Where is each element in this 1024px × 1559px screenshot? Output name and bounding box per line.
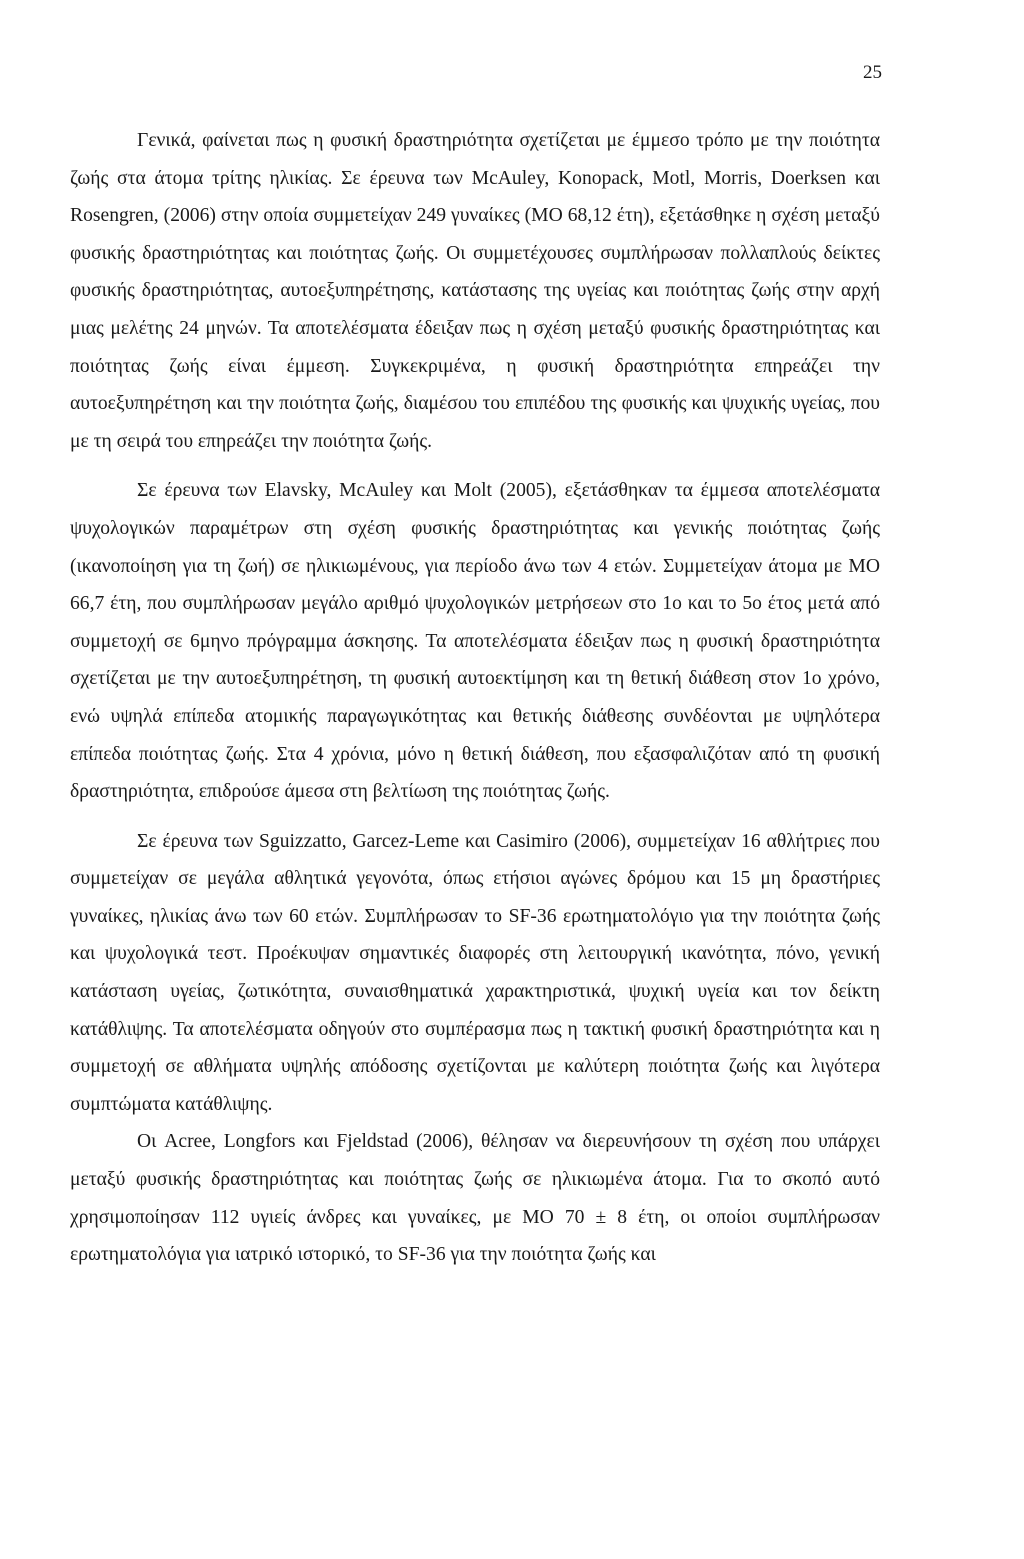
paragraph-gap	[70, 460, 880, 472]
page-number: 25	[863, 62, 882, 83]
page-body	[70, 122, 880, 1274]
paragraph-gap	[70, 811, 880, 823]
paragraph-4: Οι Acree, Longfors και Fjeldstad (2006), θέλησαν να διερευνήσουν τη σχέση που υπάρχει μεταξύ φυσικής δραστηριότητας και ποιότητας ζωής σε ηλικιωμένα άτομα. Για το σκοπό αυτό χρησιμοποίησαν 112 υγιείς άνδρες και γυναίκες, με ΜΟ 70 ± 8 έτη, οι οποίοι συμπλήρωσαν ερωτηματολόγια για ιατρικό ιστορικό, το SF-36 για την ποιότητα ζωής και	[70, 1131, 880, 1266]
paragraph-2: Σε έρευνα των Elavsky, McAuley και Molt (2005), εξετάσθηκαν τα έμμεσα αποτελέσματα ψυχολογικών παραμέτρων στη σχέση φυσικής δραστηριότητας και γενικής ποιότητας ζωής (ικανοποίηση για τη ζωή) σε ηλικιωμένους, για περίοδο άνω των 4 ετών. Συμμετείχαν άτομα με ΜΟ 66,7 έτη, που συμπλήρωσαν μεγάλο αριθμό ψυχολογικών μετρήσεων στο 1ο και το 5ο έτος μετά από συμμετοχή σε 6μηνο πρόγραμμα άσκησης. Τα αποτελέσματα έδειξαν πως η φυσική δραστηριότητα σχετίζεται με την αυτοεξυπηρέτηση, τη φυσική αυτοεκτίμηση και τη θετική διάθεση στον 1ο χρόνο, ενώ υψηλά επίπεδα ατομικής παραγωγικότητας και θετικής διάθεσης συνδέονται με υψηλότερα επίπεδα ποιότητας ζωής. Στα 4 χρόνια, μόνο η θετική διάθεση, που εξασφαλιζόταν από τη φυσική δραστηριότητα, επιδρούσε άμεσα στη βελτίωση της ποιότητας ζωής.	[70, 480, 880, 803]
paragraph-1: Γενικά, φαίνεται πως η φυσική δραστηριότητα σχετίζεται με έμμεσο τρόπο με την ποιότητα ζωής στα άτομα τρίτης ηλικίας. Σε έρευνα των McAuley, Konopack, Motl, Morris, Doerksen και Rosengren, (2006) στην οποία συμμετείχαν 249 γυναίκες (ΜΟ 68,12 έτη), εξετάσθηκε η σχέση μεταξύ φυσικής δραστηριότητας και ποιότητας ζωής. Οι συμμετέχουσες συμπλήρωσαν πολλαπλούς δείκτες φυσικής δραστηριότητας, αυτοεξυπηρέτησης, κατάστασης της υγείας και ποιότητας ζωής στην αρχή μιας μελέτης 24 μηνών. Τα αποτελέσματα έδειξαν πως η σχέση μεταξύ φυσικής δραστηριότητας και ποιότητας ζωής είναι έμμεση. Συγκεκριμένα, η φυσική δραστηριότητα επηρεάζει την αυτοεξυπηρέτηση και την ποιότητα ζωής, διαμέσου του επιπέδου της φυσικής και ψυχικής υγείας, που με τη σειρά του επηρεάζει την ποιότητα ζωής.	[70, 130, 880, 452]
paragraph-3: Σε έρευνα των Sguizzatto, Garcez-Leme και Casimiro (2006), συμμετείχαν 16 αθλήτριες που συμμετείχαν σε μεγάλα αθλητικά γεγονότα, όπως ετήσιοι αγώνες δρόμου και 15 μη δραστήριες γυναίκες, ηλικίας άνω των 60 ετών. Συμπλήρωσαν το SF-36 ερωτηματολόγιο για την ποιότητα ζωής και ψυχολογικά τεστ. Προέκυψαν σημαντικές διαφορές στη λειτουργική ικανότητα, πόνο, γενική κατάσταση υγείας, ζωτικότητα, συναισθηματικά χαρακτηριστικά, ψυχική υγεία και τον δείκτη κατάθλιψης. Τα αποτελέσματα οδηγούν στο συμπέρασμα πως η τακτική φυσική δραστηριότητα και η συμμετοχή σε αθλήματα υψηλής απόδοσης σχετίζονται με καλύτερη ποιότητα ζωής και λιγότερα συμπτώματα κατάθλιψης.	[70, 830, 880, 1115]
